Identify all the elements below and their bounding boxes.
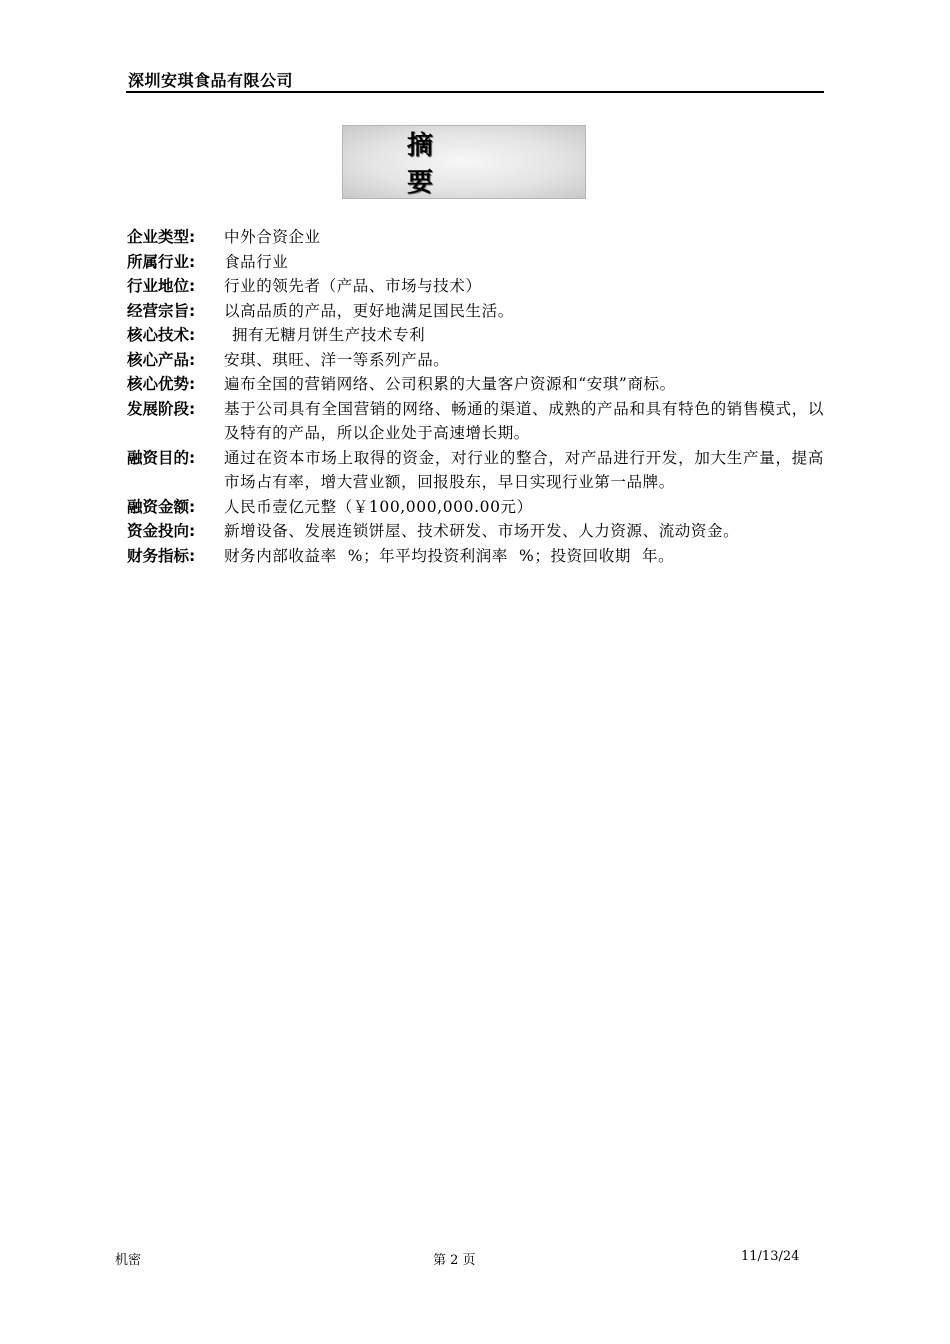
- row-value: 食品行业: [224, 252, 289, 271]
- summary-row-financing-purpose: [127, 446, 827, 495]
- row-value: 行业的领先者（产品、市场与技术）: [224, 277, 482, 295]
- summary-row-core-products: [127, 348, 827, 373]
- row-label: 企业类型:: [127, 228, 196, 246]
- row-label: 融资金额:: [127, 497, 196, 516]
- row-label: 财务指标:: [127, 546, 196, 565]
- row-label: 发展阶段:: [127, 399, 196, 418]
- summary-row-core-technology: [127, 323, 827, 348]
- row-label: 核心优势:: [127, 375, 196, 393]
- summary-row-business-purpose: [127, 299, 827, 324]
- summary-row-development-stage: [127, 397, 827, 446]
- footer-page-number: 第 2 页: [433, 1253, 476, 1268]
- summary-row-industry-position: [127, 274, 827, 299]
- row-label: 所属行业:: [127, 252, 196, 271]
- summary-row-industry: [127, 250, 827, 275]
- row-label: 融资目的:: [127, 448, 196, 467]
- row-label: 核心产品:: [127, 350, 196, 369]
- company-name: 深圳安琪食品有限公司: [128, 71, 294, 90]
- row-value: 基于公司具有全国营销的网络、畅通的渠道、成熟的产品和具有特色的销售模式，以及特有的产品，所以企业处于高速增长期。: [224, 399, 824, 442]
- row-value: 通过在资本市场上取得的资金，对行业的整合，对产品进行开发，加大生产量，提高市场占有率，增大营业额，回报股东，早日实现行业第一品牌。: [224, 448, 824, 491]
- row-label: 核心技术:: [127, 326, 196, 344]
- summary-row-financing-amount: [127, 495, 827, 520]
- summary-row-enterprise-type: [127, 225, 827, 250]
- header-divider: [126, 91, 824, 93]
- footer-confidential: 机密: [115, 1253, 142, 1268]
- footer-date: 11/13/24: [741, 1249, 800, 1264]
- summary-row-financial-indicators: [127, 544, 827, 569]
- title-box: [342, 125, 586, 199]
- summary-row-fund-usage: [127, 519, 827, 544]
- summary-row-core-advantage: [127, 372, 827, 397]
- page-title: 摘要: [407, 131, 498, 198]
- row-value: 遍布全国的营销网络、公司积累的大量客户资源和“安琪”商标。: [224, 375, 676, 393]
- row-value: 拥有无糖月饼生产技术专利: [232, 326, 426, 344]
- row-label: 经营宗旨:: [127, 301, 196, 320]
- row-label: 资金投向:: [127, 522, 196, 540]
- row-value: 中外合资企业: [224, 228, 321, 246]
- row-value: 新增设备、发展连锁饼屋、技术研发、市场开发、人力资源、流动资金。: [224, 522, 740, 540]
- row-value: 人民币壹亿元整（￥100,000,000.00元）: [224, 497, 533, 516]
- row-value: 以高品质的产品，更好地满足国民生活。: [224, 301, 514, 320]
- summary-list: [127, 225, 827, 568]
- row-value: 财务内部收益率 %；年平均投资利润率 %；投资回收期 年。: [224, 546, 675, 565]
- row-label: 行业地位:: [127, 277, 196, 295]
- row-value: 安琪、琪旺、洋一等系列产品。: [224, 350, 450, 369]
